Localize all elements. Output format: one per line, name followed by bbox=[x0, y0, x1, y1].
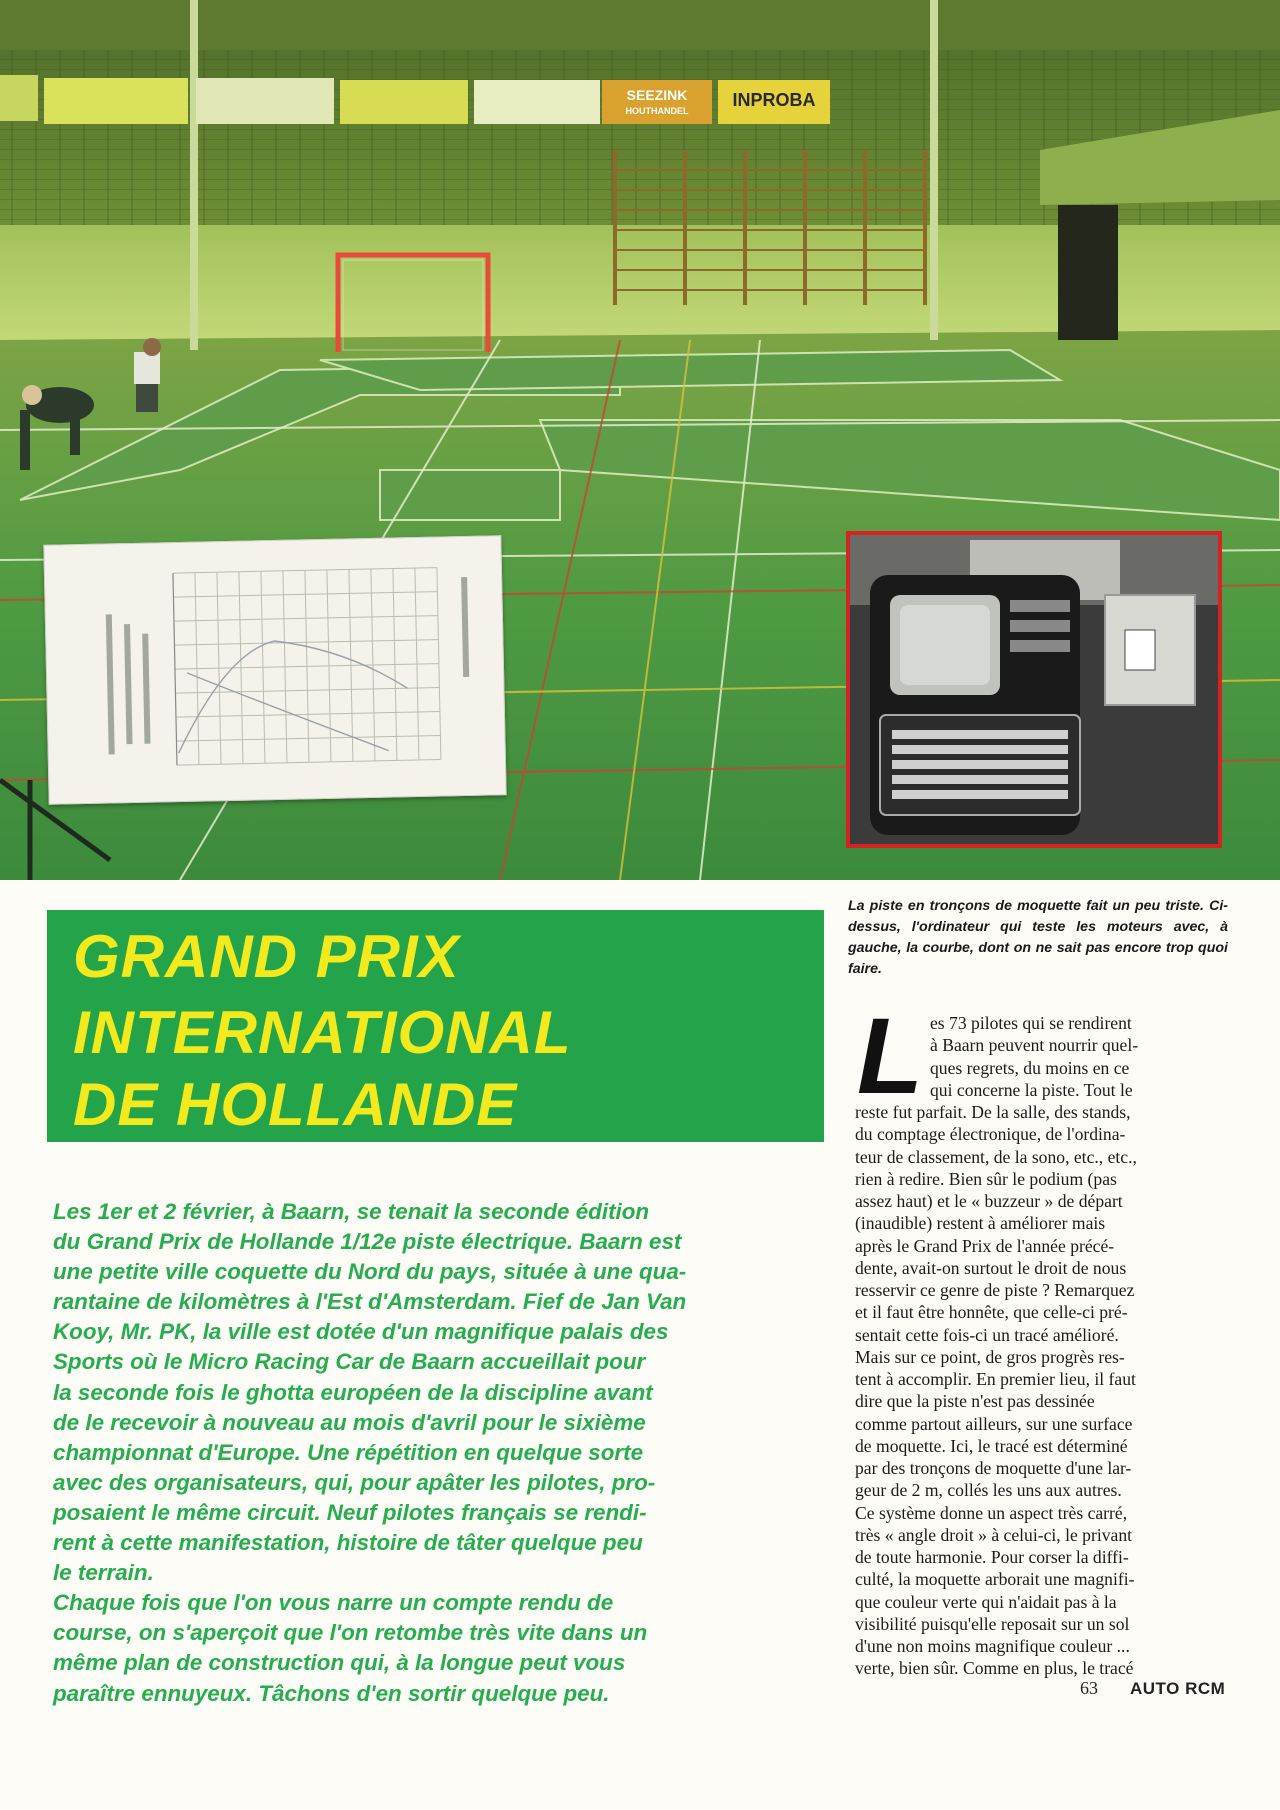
body-line: à Baarn peuvent nourrir quel- bbox=[930, 1035, 1139, 1056]
title-banner bbox=[47, 910, 824, 1142]
banner-inproba: INPROBA bbox=[732, 90, 816, 110]
body-line: geur de 2 m, collés les uns aux autres. bbox=[855, 1480, 1122, 1501]
lead-line: Sports où le Micro Racing Car de Baarn accueillait pour bbox=[53, 1349, 646, 1375]
body-line: visibilité puisqu'elle reposait sur un sol bbox=[855, 1613, 1130, 1634]
body-line: Ce système donne un aspect très carré, bbox=[855, 1502, 1128, 1523]
lead-line: Les 1er et 2 février, à Baarn, se tenait la seconde édition bbox=[53, 1199, 650, 1224]
body-line: par des tronçons de moquette d'une lar- bbox=[855, 1458, 1132, 1478]
body-line: tent à accomplir. En premier lieu, il faut bbox=[855, 1369, 1136, 1389]
title-line-2: INTERNATIONAL bbox=[73, 999, 572, 1066]
lead-line: même plan de construction qui, à la longue peut vous bbox=[53, 1650, 626, 1676]
body-line: qui concerne la piste. Tout le bbox=[930, 1079, 1133, 1100]
body-line: après le Grand Prix de l'année précé- bbox=[855, 1235, 1115, 1256]
body-line: ques regrets, du moins en ce bbox=[930, 1057, 1130, 1078]
lead-paragraph bbox=[53, 1197, 829, 1709]
drop-cap: L bbox=[857, 995, 923, 1116]
banner-seezink: SEEZINK bbox=[626, 87, 688, 103]
lead-line: du Grand Prix de Hollande 1/12e piste électrique. Baarn est bbox=[53, 1229, 682, 1255]
lead-line: posaient le même circuit. Neuf pilotes français se rendi- bbox=[53, 1499, 647, 1525]
body-line: dente, avait-on surtout le droit de nous bbox=[855, 1257, 1127, 1278]
body-line: très « angle droit » à celui-ci, le privant bbox=[855, 1524, 1132, 1545]
title-line-3: DE HOLLANDE bbox=[73, 1071, 518, 1138]
body-line: resservir ce genre de piste ? Remarquez bbox=[855, 1280, 1135, 1300]
sports-hall-photo bbox=[0, 0, 1280, 880]
body-line: et il faut être honnête, que celle-ci pré- bbox=[855, 1302, 1128, 1323]
svg-text:HOUTHANDEL: HOUTHANDEL bbox=[625, 106, 689, 116]
lead-line: course, on s'aperçoit que l'on retombe très vite dans un bbox=[53, 1620, 648, 1646]
body-line: rien à redire. Bien sûr le podium (pas bbox=[855, 1168, 1117, 1189]
body-line: dire que la piste n'est pas dessinée bbox=[855, 1391, 1095, 1412]
computer-illustration bbox=[850, 535, 1218, 844]
lead-line: avec des organisateurs, qui, pour apâter les pilotes, pro- bbox=[53, 1469, 656, 1495]
lead-line: championnat d'Europe. Une répétition en quelque sorte bbox=[53, 1439, 644, 1465]
lead-line: une petite ville coquette du Nord du pays, située à une qua- bbox=[53, 1259, 687, 1285]
body-line: que couleur verte qui n'aidait pas à la bbox=[855, 1591, 1117, 1612]
lead-line: rantaine de kilomètres à l'Est d'Amsterdam. Fief de Jan Van bbox=[53, 1289, 687, 1315]
lead-line: la seconde fois le ghotta européen de la discipline avant bbox=[53, 1379, 653, 1405]
body-line: teur de classement, de la sono, etc., etc., bbox=[855, 1146, 1137, 1167]
computer-inset-photo bbox=[846, 531, 1222, 848]
lead-line: Chaque fois que l'on vous narre un compte rendu de bbox=[53, 1590, 614, 1616]
photo-caption: La piste en tronçons de moquette fait un peu triste. Ci-dessus, l'ordinateur qui teste les moteurs avec, à gauche, la courbe, dont on ne sait pas encore trop quoi faire. bbox=[848, 898, 1228, 977]
lead-line: Kooy, Mr. PK, la ville est dotée d'un magnifique palais des bbox=[53, 1319, 669, 1345]
magazine-name: AUTO RCM bbox=[1130, 1679, 1226, 1698]
body-line: de moquette. Ici, le tracé est déterminé bbox=[855, 1435, 1128, 1456]
engine-curve-graph bbox=[44, 536, 505, 803]
page-number: 63 bbox=[1080, 1678, 1098, 1698]
lead-line: paraître ennuyeux. Tâchons d'en sortir quelque peu. bbox=[53, 1680, 610, 1706]
body-line: sentait cette fois-ci un tracé amélioré. bbox=[855, 1324, 1119, 1345]
lead-line: rent à cette manifestation, histoire de tâter quelque peu bbox=[53, 1530, 643, 1556]
title-line-1: GRAND PRIX bbox=[73, 923, 460, 990]
body-line: verte, bien sûr. Comme en plus, le tracé bbox=[855, 1658, 1134, 1679]
lead-line: de le recevoir à nouveau au mois d'avril pour le sixième bbox=[53, 1409, 646, 1435]
body-line: d'une non moins magnifique couleur ... bbox=[855, 1636, 1130, 1656]
lead-line: le terrain. bbox=[53, 1560, 154, 1586]
body-line: assez haut) et le « buzzeur » de départ bbox=[855, 1191, 1123, 1211]
body-line: comme partout ailleurs, sur une surface bbox=[855, 1413, 1133, 1434]
body-line: de toute harmonie. Pour corser la diffi- bbox=[855, 1547, 1129, 1567]
body-line: culté, la moquette arborait une magnifi- bbox=[855, 1569, 1135, 1590]
body-line: es 73 pilotes qui se rendirent bbox=[930, 1013, 1132, 1033]
body-line: reste fut parfait. De la salle, des stands, bbox=[855, 1102, 1131, 1122]
body-line: (inaudible) restent à améliorer mais bbox=[855, 1213, 1106, 1234]
engine-curve-printout bbox=[43, 535, 506, 805]
body-line: du comptage électronique, de l'ordina- bbox=[855, 1124, 1126, 1145]
body-line: Mais sur ce point, de gros progrès res- bbox=[855, 1346, 1125, 1367]
